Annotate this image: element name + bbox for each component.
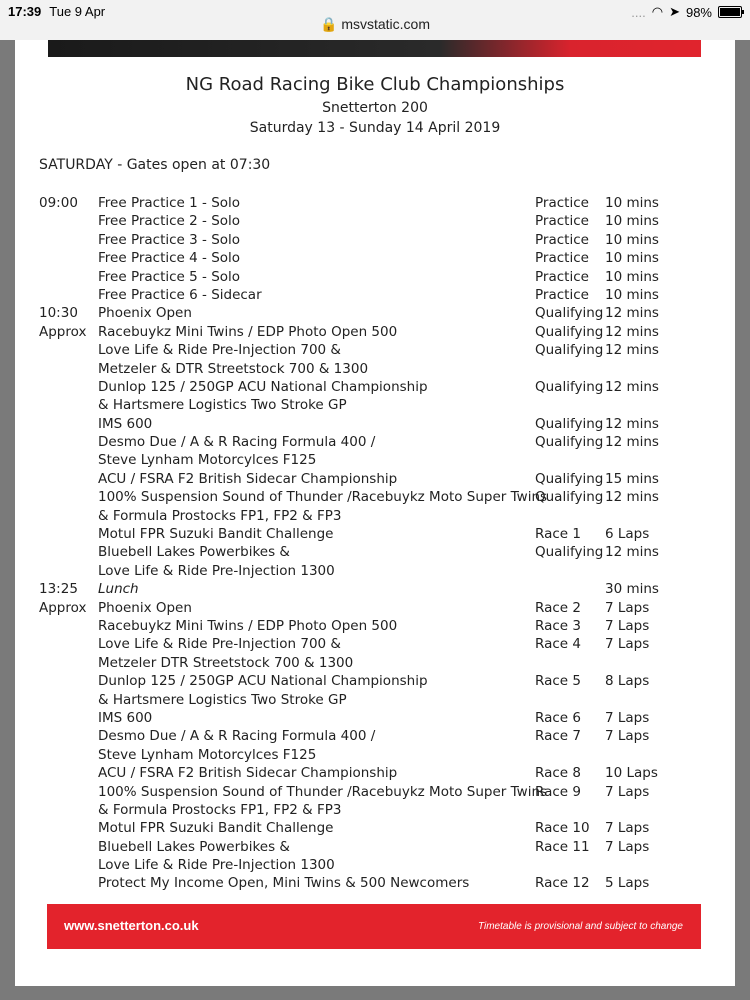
row-event: Desmo Due / A & R Racing Formula 400 / bbox=[98, 434, 376, 451]
schedule-row bbox=[39, 397, 719, 415]
row-type: Qualifying bbox=[535, 544, 604, 561]
row-event: Love Life & Ride Pre-Injection 1300 bbox=[98, 562, 335, 579]
row-duration: 7 Laps bbox=[605, 709, 650, 726]
doc-title: NG Road Racing Bike Club Championships bbox=[185, 74, 565, 95]
wifi-icon: ◠ bbox=[651, 4, 664, 19]
footer-website[interactable]: www.snetterton.co.uk bbox=[64, 918, 199, 933]
schedule-row bbox=[39, 269, 719, 287]
row-time: Approx bbox=[39, 599, 87, 616]
schedule-row bbox=[39, 232, 719, 250]
row-event: Metzeler & DTR Streetstock 700 & 1300 bbox=[98, 360, 369, 377]
row-type: Race 2 bbox=[535, 599, 581, 616]
schedule-row bbox=[39, 673, 719, 691]
row-event: Motul FPR Suzuki Bandit Challenge bbox=[98, 820, 334, 837]
schedule-row bbox=[39, 379, 719, 397]
footer-banner bbox=[47, 904, 701, 949]
row-type: Practice bbox=[535, 213, 589, 230]
schedule-row bbox=[39, 361, 719, 379]
row-event: & Hartsmere Logistics Two Stroke GP bbox=[98, 691, 347, 708]
row-type: Race 7 bbox=[535, 728, 581, 745]
location-icon: ➤ bbox=[669, 4, 680, 19]
row-type: Practice bbox=[535, 195, 589, 211]
row-type: Qualifying bbox=[535, 489, 604, 506]
address-bar[interactable] bbox=[0, 16, 750, 40]
row-time: 13:25 bbox=[39, 581, 78, 598]
row-duration: 8 Laps bbox=[605, 673, 650, 690]
row-duration: 10 mins bbox=[605, 286, 659, 303]
schedule-row bbox=[39, 563, 719, 581]
row-duration: 10 mins bbox=[605, 213, 659, 230]
row-duration: 7 Laps bbox=[605, 728, 650, 745]
row-duration: 15 mins bbox=[605, 470, 659, 487]
schedule-row bbox=[39, 544, 719, 562]
row-duration: 10 mins bbox=[605, 231, 659, 248]
row-duration: 30 mins bbox=[605, 581, 659, 598]
row-duration: 7 Laps bbox=[605, 783, 650, 800]
row-event: Free Practice 4 - Solo bbox=[98, 250, 241, 267]
schedule-row bbox=[39, 784, 719, 802]
row-duration: 12 mins bbox=[605, 342, 659, 359]
schedule-row bbox=[39, 342, 719, 360]
schedule-row bbox=[39, 195, 719, 213]
battery-percent: 98% bbox=[685, 4, 712, 20]
signal-icon: .... bbox=[631, 4, 646, 20]
row-type: Race 8 bbox=[535, 765, 581, 782]
row-duration: 12 mins bbox=[605, 323, 659, 340]
row-event: Love Life & Ride Pre-Injection 700 & bbox=[98, 342, 341, 359]
row-event: IMS 600 bbox=[98, 415, 153, 432]
row-duration: 12 mins bbox=[605, 378, 659, 395]
row-event: IMS 600 bbox=[98, 709, 153, 726]
schedule-row bbox=[39, 655, 719, 673]
row-type: Race 11 bbox=[535, 838, 590, 855]
row-event: Steve Lynham Motorcylces F125 bbox=[98, 452, 317, 469]
row-duration: 7 Laps bbox=[605, 617, 650, 634]
row-event: Dunlop 125 / 250GP ACU National Championship bbox=[98, 378, 428, 395]
doc-dates: Saturday 13 - Sunday 14 April 2019 bbox=[249, 120, 501, 136]
row-event: Motul FPR Suzuki Bandit Challenge bbox=[98, 526, 334, 543]
row-event: Love Life & Ride Pre-Injection 1300 bbox=[98, 857, 335, 874]
row-event: Love Life & Ride Pre-Injection 700 & bbox=[98, 636, 341, 653]
row-event: 100% Suspension Sound of Thunder /Racebuykz Moto Super Twins bbox=[98, 489, 548, 506]
schedule-row bbox=[39, 857, 719, 875]
document-page bbox=[15, 40, 735, 986]
row-duration: 6 Laps bbox=[605, 526, 650, 543]
schedule-row bbox=[39, 765, 719, 783]
row-event: & Hartsmere Logistics Two Stroke GP bbox=[98, 397, 347, 414]
row-type: Practice bbox=[535, 231, 589, 248]
schedule-row bbox=[39, 250, 719, 268]
row-event: Free Practice 5 - Solo bbox=[98, 268, 241, 285]
row-type: Practice bbox=[535, 268, 589, 285]
row-duration: 5 Laps bbox=[605, 875, 650, 892]
row-type: Race 12 bbox=[535, 875, 590, 892]
row-duration: 10 Laps bbox=[605, 765, 658, 782]
row-duration: 12 mins bbox=[605, 415, 659, 432]
row-event: Free Practice 3 - Solo bbox=[98, 231, 241, 248]
footer-note: Timetable is provisional and subject to change bbox=[477, 921, 683, 932]
row-duration: 7 Laps bbox=[605, 636, 650, 653]
doc-venue: Snetterton 200 bbox=[322, 100, 428, 116]
row-type: Race 4 bbox=[535, 636, 581, 653]
schedule-row bbox=[39, 600, 719, 618]
schedule-row bbox=[39, 839, 719, 857]
row-event: Bluebell Lakes Powerbikes & bbox=[98, 544, 290, 561]
row-duration: 12 mins bbox=[605, 489, 659, 506]
schedule-row bbox=[39, 581, 719, 599]
schedule-row bbox=[39, 434, 719, 452]
row-event: 100% Suspension Sound of Thunder /Racebuykz Moto Super Twins bbox=[98, 783, 548, 800]
row-event: Racebuykz Mini Twins / EDP Photo Open 500 bbox=[98, 617, 398, 634]
schedule-row bbox=[39, 213, 719, 231]
schedule-row bbox=[39, 875, 719, 893]
row-type: Qualifying bbox=[535, 305, 604, 322]
schedule-row bbox=[39, 802, 719, 820]
row-event: ACU / FSRA F2 British Sidecar Championship bbox=[98, 765, 398, 782]
row-event: Phoenix Open bbox=[98, 305, 192, 322]
row-duration: 7 Laps bbox=[605, 820, 650, 837]
schedule-row bbox=[39, 692, 719, 710]
row-event: Racebuykz Mini Twins / EDP Photo Open 500 bbox=[98, 323, 398, 340]
schedule-row bbox=[39, 710, 719, 728]
row-type: Race 6 bbox=[535, 709, 581, 726]
url-display[interactable]: 🔒 msvstatic.com bbox=[319, 16, 430, 32]
row-event: Free Practice 1 - Solo bbox=[98, 195, 241, 211]
row-event: & Formula Prostocks FP1, FP2 & FP3 bbox=[98, 801, 342, 818]
row-event: & Formula Prostocks FP1, FP2 & FP3 bbox=[98, 507, 342, 524]
schedule-row bbox=[39, 287, 719, 305]
row-type: Race 1 bbox=[535, 526, 581, 543]
schedule-row bbox=[39, 305, 719, 323]
header-band bbox=[48, 40, 701, 57]
row-duration: 12 mins bbox=[605, 305, 659, 322]
status-date: Tue 9 Apr bbox=[49, 4, 106, 19]
row-event: Free Practice 2 - Solo bbox=[98, 213, 241, 230]
status-time: 17:39 Tue 9 Apr bbox=[8, 4, 106, 19]
row-event: Dunlop 125 / 250GP ACU National Championship bbox=[98, 673, 428, 690]
row-event: Lunch bbox=[98, 581, 139, 598]
row-duration: 10 mins bbox=[605, 250, 659, 267]
row-type: Race 3 bbox=[535, 617, 581, 634]
schedule-row bbox=[39, 416, 719, 434]
row-event: Desmo Due / A & R Racing Formula 400 / bbox=[98, 728, 376, 745]
row-type: Race 9 bbox=[535, 783, 581, 800]
row-duration: 10 mins bbox=[605, 195, 659, 211]
battery-fill bbox=[720, 8, 740, 16]
schedule-table bbox=[39, 195, 719, 894]
row-type: Practice bbox=[535, 286, 589, 303]
row-event: Phoenix Open bbox=[98, 599, 192, 616]
row-event: Bluebell Lakes Powerbikes & bbox=[98, 838, 290, 855]
row-event: Metzeler DTR Streetstock 700 & 1300 bbox=[98, 654, 354, 671]
schedule-row bbox=[39, 489, 719, 507]
row-type: Practice bbox=[535, 250, 589, 267]
schedule-row bbox=[39, 508, 719, 526]
schedule-row bbox=[39, 526, 719, 544]
row-duration: 12 mins bbox=[605, 544, 659, 561]
row-type: Qualifying bbox=[535, 342, 604, 359]
schedule-row bbox=[39, 324, 719, 342]
row-time: Approx bbox=[39, 323, 87, 340]
url-text[interactable]: msvstatic.com bbox=[341, 16, 430, 32]
row-duration: 10 mins bbox=[605, 268, 659, 285]
schedule-row bbox=[39, 728, 719, 746]
row-duration: 7 Laps bbox=[605, 838, 650, 855]
row-type: Qualifying bbox=[535, 434, 604, 451]
row-type: Qualifying bbox=[535, 323, 604, 340]
row-type: Qualifying bbox=[535, 415, 604, 432]
row-event: ACU / FSRA F2 British Sidecar Championship bbox=[98, 470, 398, 487]
row-duration: 7 Laps bbox=[605, 599, 650, 616]
saturday-heading: SATURDAY - Gates open at 07:30 bbox=[39, 157, 271, 173]
row-duration: 12 mins bbox=[605, 434, 659, 451]
row-type: Qualifying bbox=[535, 470, 604, 487]
schedule-row bbox=[39, 471, 719, 489]
schedule-row bbox=[39, 618, 719, 636]
schedule-row bbox=[39, 747, 719, 765]
row-time: 09:00 bbox=[39, 195, 78, 211]
row-type: Race 5 bbox=[535, 673, 581, 690]
row-time: 10:30 bbox=[39, 305, 78, 322]
row-type: Race 10 bbox=[535, 820, 590, 837]
row-event: Steve Lynham Motorcylces F125 bbox=[98, 746, 317, 763]
row-type: Qualifying bbox=[535, 378, 604, 395]
schedule-row bbox=[39, 452, 719, 470]
schedule-row bbox=[39, 820, 719, 838]
row-event: Protect My Income Open, Mini Twins & 500 Newcomers bbox=[98, 875, 470, 892]
schedule-row bbox=[39, 636, 719, 654]
row-event: Free Practice 6 - Sidecar bbox=[98, 286, 262, 303]
